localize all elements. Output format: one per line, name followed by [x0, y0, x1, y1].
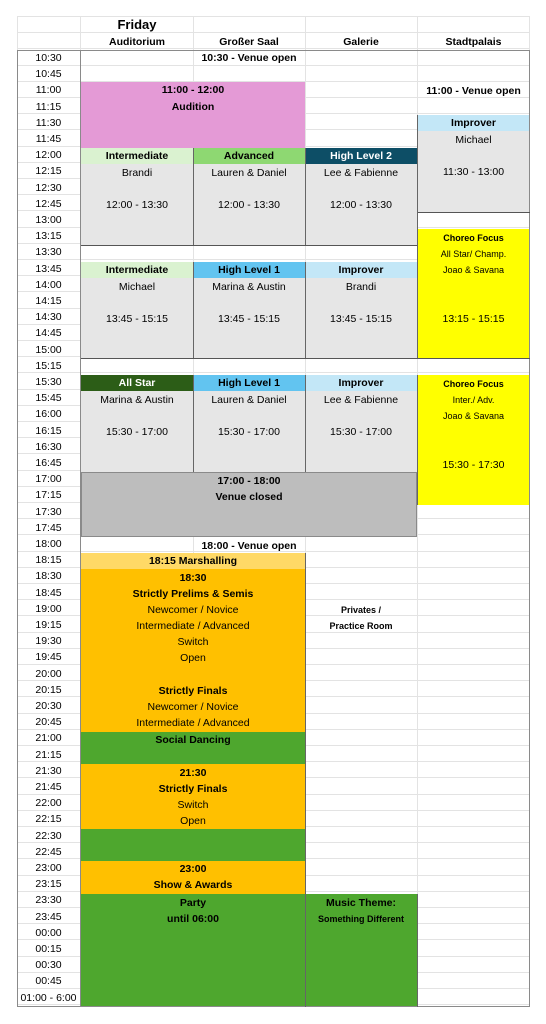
music-theme-title: Music Theme: [325, 897, 396, 909]
column-divider [305, 148, 306, 245]
time-label: 12:30 [35, 182, 62, 194]
class-time: 12:00 - 13:30 [106, 199, 168, 211]
time-label: 18:45 [35, 587, 62, 599]
marshalling-block [81, 553, 305, 569]
class-teacher: Marina & Austin [212, 281, 286, 293]
time-label: 13:45 [35, 263, 62, 275]
time-label: 00:00 [35, 927, 62, 939]
class-block-1-grosser-saal [193, 148, 305, 245]
time-label: 15:30 [35, 376, 62, 388]
class-title: High Level 2 [305, 148, 417, 164]
class-teacher: Lee & Fabienne [323, 394, 399, 406]
time-label: 22:00 [35, 797, 62, 809]
time-label: 14:45 [35, 327, 62, 339]
time-label: 13:00 [35, 214, 62, 226]
column-divider [417, 375, 418, 505]
class-title: High Level 1 [193, 262, 305, 278]
time-label: 14:15 [35, 295, 62, 307]
grid-row-line [17, 372, 530, 373]
class-title: High Level 1 [193, 375, 305, 391]
time-label: 16:15 [35, 425, 62, 437]
class-block-3-grosser-saal [193, 375, 305, 472]
venue-closed-block [81, 472, 417, 537]
time-label: 19:00 [35, 603, 62, 615]
time-label: 19:30 [35, 635, 62, 647]
column-divider [193, 148, 194, 245]
time-label: 11:00 [35, 84, 62, 96]
column-divider [305, 553, 306, 1007]
session-divider [417, 212, 530, 213]
choreo-teacher: Joao & Savana [442, 265, 505, 275]
time-label: 10:45 [35, 68, 62, 80]
finals2-item-1: Switch [177, 799, 209, 811]
time-label: 23:30 [35, 894, 62, 906]
class-block-2-auditorium [81, 262, 193, 358]
time-label: 16:30 [35, 441, 62, 453]
class-time: 13:45 - 15:15 [218, 313, 280, 325]
audition-title: Audition [171, 101, 215, 113]
time-label: 11:15 [35, 101, 62, 113]
venue-open-1100-text: 11:00 - Venue open [426, 85, 521, 97]
time-label: 18:00 [35, 538, 62, 550]
column-divider [417, 894, 418, 1007]
time-label: 17:30 [35, 506, 62, 518]
class-block-2-galerie [305, 262, 417, 358]
class-time: 12:00 - 13:30 [218, 199, 280, 211]
venue-closed-title: Venue closed [215, 491, 283, 503]
time-label: 23:15 [35, 878, 62, 890]
finals1-title: Strictly Finals [158, 685, 228, 697]
class-teacher: Lauren & Daniel [211, 167, 287, 179]
class-teacher: Lauren & Daniel [211, 394, 287, 406]
class-block-1-auditorium [81, 148, 193, 245]
session-divider [81, 245, 417, 246]
column-divider [193, 262, 194, 358]
marshalling-text: 18:15 Marshalling [148, 555, 238, 567]
improver-stadtpalais-title: Improver [417, 115, 530, 131]
column-divider [305, 375, 306, 472]
time-label: 22:30 [35, 830, 62, 842]
time-label: 12:15 [35, 165, 62, 177]
column-header-stadtpalais: Stadtpalais [445, 36, 502, 48]
improver-stadtpalais-time: 11:30 - 13:00 [442, 166, 505, 178]
time-label: 17:15 [35, 489, 62, 501]
finals2-title: Strictly Finals [158, 783, 228, 795]
column-header-grosser-saal: Großer Saal [219, 36, 279, 48]
class-teacher: Brandi [121, 167, 153, 179]
strictly-prelims-block [81, 569, 305, 732]
venue-open-1100 [417, 82, 530, 99]
time-label: 17:00 [35, 473, 62, 485]
time-label: 16:00 [35, 408, 62, 420]
time-label: 11:45 [35, 133, 62, 145]
class-time: 15:30 - 17:00 [106, 426, 168, 438]
finals2-time: 21:30 [179, 767, 207, 779]
time-label: 14:00 [35, 279, 62, 291]
time-label: 10:30 [35, 52, 62, 64]
time-label: 19:45 [35, 651, 62, 663]
time-label: 13:15 [35, 230, 62, 242]
improver-stadtpalais-block [417, 115, 530, 213]
time-label: 12:00 [35, 149, 62, 161]
party-title: Party [179, 897, 207, 909]
prelims-item-2: Intermediate / Advanced [136, 620, 250, 632]
prelims-item-4: Open [180, 652, 206, 664]
choreo-teacher: Joao & Savana [442, 411, 505, 421]
class-teacher: Lee & Fabienne [323, 167, 399, 179]
class-block-1-galerie [305, 148, 417, 245]
music-theme-block [305, 894, 417, 1007]
party-until: until 06:00 [167, 913, 219, 925]
class-time: 15:30 - 17:00 [218, 426, 280, 438]
time-label: 17:45 [35, 522, 62, 534]
column-divider [305, 262, 306, 358]
time-label: 21:30 [35, 765, 62, 777]
music-theme-subtitle: Something Different [317, 914, 404, 924]
class-time: 13:45 - 15:15 [106, 313, 168, 325]
class-time: 12:00 - 13:30 [330, 199, 392, 211]
time-label: 21:00 [35, 732, 62, 744]
time-label: 13:30 [35, 246, 62, 258]
choreo-level: All Star/ Champ. [440, 249, 507, 259]
privates-line-2: Practice Room [329, 621, 393, 631]
column-header-galerie: Galerie [343, 36, 379, 48]
time-label: 19:15 [35, 619, 62, 631]
class-block-3-auditorium [81, 375, 193, 472]
choreo-focus-block-2 [417, 375, 530, 505]
venue-closed-time: 17:00 - 18:00 [217, 475, 281, 487]
privates-block [305, 601, 417, 635]
finals2-item-2: Open [180, 815, 206, 827]
prelims-title: Strictly Prelims & Semis [132, 588, 254, 600]
column-divider [417, 115, 418, 358]
improver-stadtpalais-teacher: Michael [455, 134, 492, 146]
class-teacher: Brandi [345, 281, 377, 293]
time-label: 15:00 [35, 344, 62, 356]
class-block-2-grosser-saal [193, 262, 305, 358]
social-dancing-block [81, 732, 305, 764]
finals1-item-2: Intermediate / Advanced [136, 717, 250, 729]
time-label: 00:45 [35, 975, 62, 987]
time-label: 00:30 [35, 959, 62, 971]
time-label: 20:15 [35, 684, 62, 696]
class-title: Improver [305, 375, 417, 391]
time-label: 14:30 [35, 311, 62, 323]
audition-block [81, 82, 305, 148]
class-teacher: Michael [118, 281, 156, 293]
time-label: 18:15 [35, 554, 62, 566]
time-label: 21:45 [35, 781, 62, 793]
choreo-level: Inter./ Adv. [452, 395, 495, 405]
finals1-item-1: Newcomer / Novice [147, 701, 239, 713]
show-time: 23:00 [179, 863, 207, 875]
column-divider [193, 375, 194, 472]
class-time: 13:45 - 15:15 [330, 313, 392, 325]
time-label: 16:45 [35, 457, 62, 469]
venue-open-1800-text: 18:00 - Venue open [201, 540, 297, 552]
class-block-3-galerie [305, 375, 417, 472]
time-label: 15:45 [35, 392, 62, 404]
choreo-time: 15:30 - 17:30 [442, 459, 505, 471]
class-title: Improver [305, 262, 417, 278]
show-title: Show & Awards [153, 879, 233, 891]
social-dancing-continued [81, 829, 305, 861]
choreo-time: 13:15 - 15:15 [442, 313, 505, 325]
session-divider [81, 358, 530, 359]
privates-line-1: Privates / [340, 605, 382, 615]
venue-open-1030 [81, 50, 417, 66]
time-label: 11:30 [35, 117, 62, 129]
time-label: 20:00 [35, 668, 62, 680]
venue-open-1800 [81, 537, 417, 553]
party-block [81, 894, 305, 1007]
time-label: 22:15 [35, 813, 62, 825]
audition-time: 11:00 - 12:00 [161, 84, 225, 96]
prelims-item-3: Switch [177, 636, 209, 648]
class-title: Intermediate [81, 262, 193, 278]
column-header-auditorium: Auditorium [109, 36, 165, 48]
time-label: 23:00 [35, 862, 62, 874]
choreo-focus-block-1 [417, 229, 530, 358]
class-title: Advanced [193, 148, 305, 164]
time-label: 12:45 [35, 198, 62, 210]
time-label: 20:45 [35, 716, 62, 728]
time-label: 01:00 - 6:00 [20, 992, 77, 1004]
class-title: All Star [81, 375, 193, 391]
time-column-divider [80, 50, 81, 1007]
time-label: 20:30 [35, 700, 62, 712]
class-title: Intermediate [81, 148, 193, 164]
time-label: 18:30 [35, 570, 62, 582]
social-dancing-text: Social Dancing [155, 734, 231, 746]
venue-open-1030-text: 10:30 - Venue open [201, 52, 297, 64]
class-time: 15:30 - 17:00 [330, 426, 392, 438]
day-title: Friday [117, 17, 157, 32]
show-awards-block [81, 861, 305, 894]
class-teacher: Marina & Austin [100, 394, 174, 406]
choreo-title: Choreo Focus [443, 379, 504, 389]
choreo-title: Choreo Focus [443, 233, 504, 243]
time-label: 22:45 [35, 846, 62, 858]
time-label: 23:45 [35, 911, 62, 923]
strictly-finals-block [81, 764, 305, 829]
time-label: 15:15 [35, 360, 62, 372]
prelims-item-1: Newcomer / Novice [147, 604, 239, 616]
time-label: 21:15 [35, 749, 62, 761]
time-label: 00:15 [35, 943, 62, 955]
prelims-time: 18:30 [179, 572, 207, 584]
